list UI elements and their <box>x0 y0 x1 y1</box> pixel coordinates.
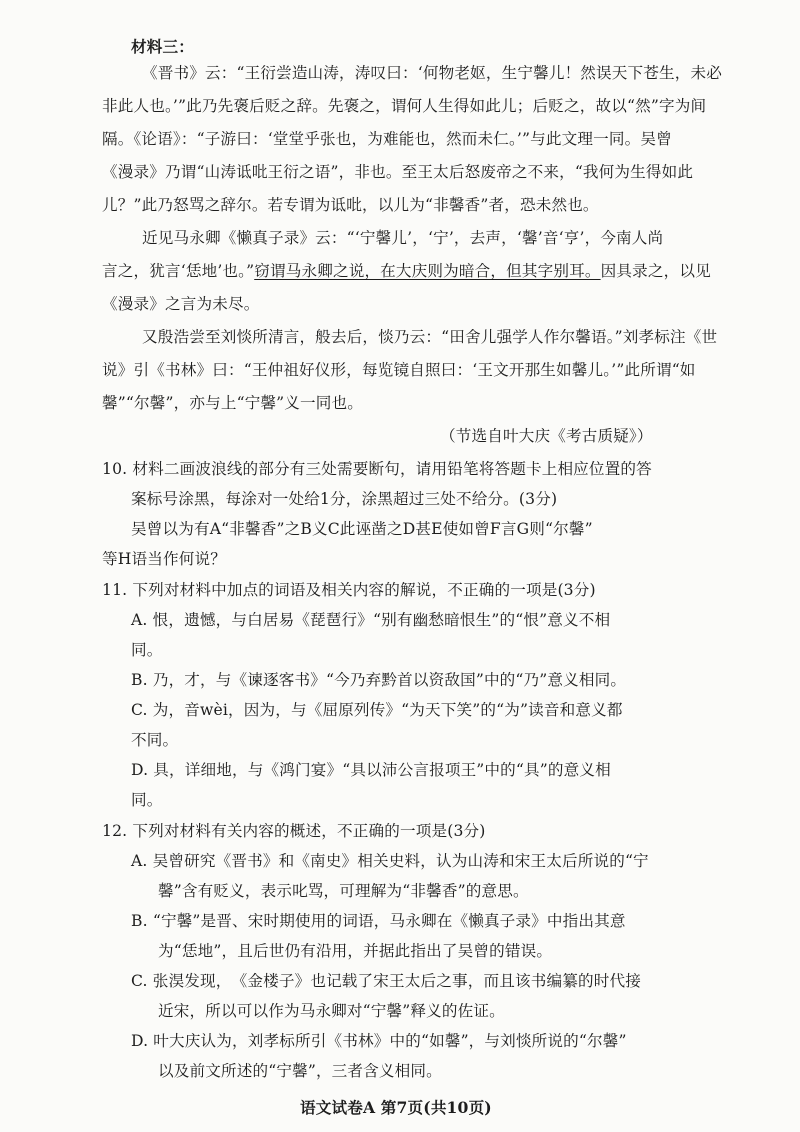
material-paragraph-line: 又殷浩尝至刘惔所清言，般去后，惔乃云：“田舍儿强学人作尔馨语。”刘孝标注《世 <box>142 328 718 346</box>
question-11-option: C. 为，音wèi，因为，与《屈原列传》“为天下笑”的“为”读音和意义都 <box>131 701 623 719</box>
question-12-option: D. 叶大庆认为，刘孝标所引《书林》中的“如馨”，与刘惔所说的“尔馨” <box>131 1032 627 1050</box>
question-11-option: 同。 <box>131 791 163 809</box>
question-10-stem: 10. 材料二画波浪线的部分有三处需要断句，请用铅笔将答题卡上相应位置的答 <box>102 460 652 478</box>
question-12-option: C. 张淏发现， 《金楼子》也记载了宋王太后之事，而且该书编纂的时代接 <box>131 972 641 990</box>
material-paragraph-line: 《漫录》之言为未尽。 <box>102 295 260 313</box>
material-paragraph-line: 《晋书》云：“王衍尝造山涛，涛叹曰：‘何物老妪，生宁馨儿！然误天下苍生，未必 <box>142 64 723 82</box>
question-11-option: 同。 <box>131 641 163 659</box>
material-paragraph-line: 《漫录》乃谓“山涛诋吡王衍之语”，非也。至王太后怒废帝之不来，“我何为生得如此 <box>102 163 694 181</box>
material-paragraph-line: 非此人也。’”此乃先褒后贬之辞。先褒之，谓何人生得如此儿；后贬之，故以“然”字为间 <box>102 97 707 115</box>
material-heading: 材料三： <box>131 37 194 56</box>
material-paragraph-line <box>102 261 711 281</box>
material-paragraph-line: 儿？”此乃怒骂之辞尔。若专谓为诋吡，以儿为“非馨香”者，恐未然也。 <box>102 196 599 214</box>
question-12-option: B. “宁馨”是晋、宋时期使用的词语，马永卿在《懒真子录》中指出其意 <box>131 912 626 930</box>
question-11-option: A. 恨，遗憾，与白居易《琵琶行》“别有幽愁暗恨生”的“恨”意义不相 <box>131 611 611 629</box>
question-12-stem: 12. 下列对材料有关内容的概述，不正确的一项是(3分) <box>102 822 486 840</box>
material-paragraph-line: 隔。《论语》：“子游曰：‘堂堂乎张也，为难能也，然而未仁。’”与此文理一同。吴曾 <box>102 130 672 148</box>
question-12-option: 馨”含有贬义，表示叱骂，可理解为“非馨香”的意思。 <box>158 882 529 900</box>
question-10-sentence: 吴曾以为有A“非馨香”之B义C此诬凿之D甚E使如曾F言G则“尔馨” <box>131 520 593 538</box>
question-12-option: 以及前文所述的“宁馨”，三者含义相同。 <box>158 1062 442 1080</box>
question-11-stem: 11. 下列对材料中加点的词语及相关内容的解说，不正确的一项是(3分) <box>102 581 596 599</box>
question-11-option: 不同。 <box>131 731 179 749</box>
question-11-option: D. 具，详细地，与《鸿门宴》“具以沛公言报项王”中的“具”的意义相 <box>131 761 611 779</box>
material-paragraph-line: 说》引《书林》曰：“王仲祖好仪形，每览镜自照曰：‘王文开那生如馨儿。’”此所谓“如 <box>102 361 696 379</box>
question-11-option: B. 乃，才，与《谏逐客书》“今乃弃黔首以资敌国”中的“乃”意义相同。 <box>131 671 627 689</box>
page-footer: 语文试卷A 第7页(共10页) <box>300 1098 492 1117</box>
plain-text: 言之，犹言‘恁地’也。” <box>102 262 255 280</box>
plain-text: 因具录之，以见 <box>600 262 711 280</box>
material-paragraph-line: 近见马永卿《懒真子录》云：“‘宁馨儿’，‘宁’，去声，‘馨’音‘亨’，今南人尚 <box>142 229 664 247</box>
material-source: （节选自叶大庆《考古质疑》） <box>440 427 653 445</box>
question-12-option: A. 吴曾研究《晋书》和《南史》相关史料，认为山涛和宋王太后所说的“宁 <box>131 852 649 870</box>
question-10-stem: 案标号涂黑，每涂对一处给1分，涂黑超过三处不给分。(3分) <box>131 490 558 508</box>
question-12-option: 为“恁地”，且后世仍有沿用，并据此指出了吴曾的错误。 <box>158 942 553 960</box>
question-10-sentence: 等H语当作何说？ <box>102 550 226 568</box>
question-12-option: 近宋，所以可以作为马永卿对“宁馨”释义的佐证。 <box>158 1002 505 1020</box>
material-paragraph-line: 馨”“尔馨”，亦与上“宁馨”义一同也。 <box>102 394 364 412</box>
underlined-sentence: 窃谓马永卿之说，在大庆则为暗合，但其字别耳。 <box>254 262 601 280</box>
